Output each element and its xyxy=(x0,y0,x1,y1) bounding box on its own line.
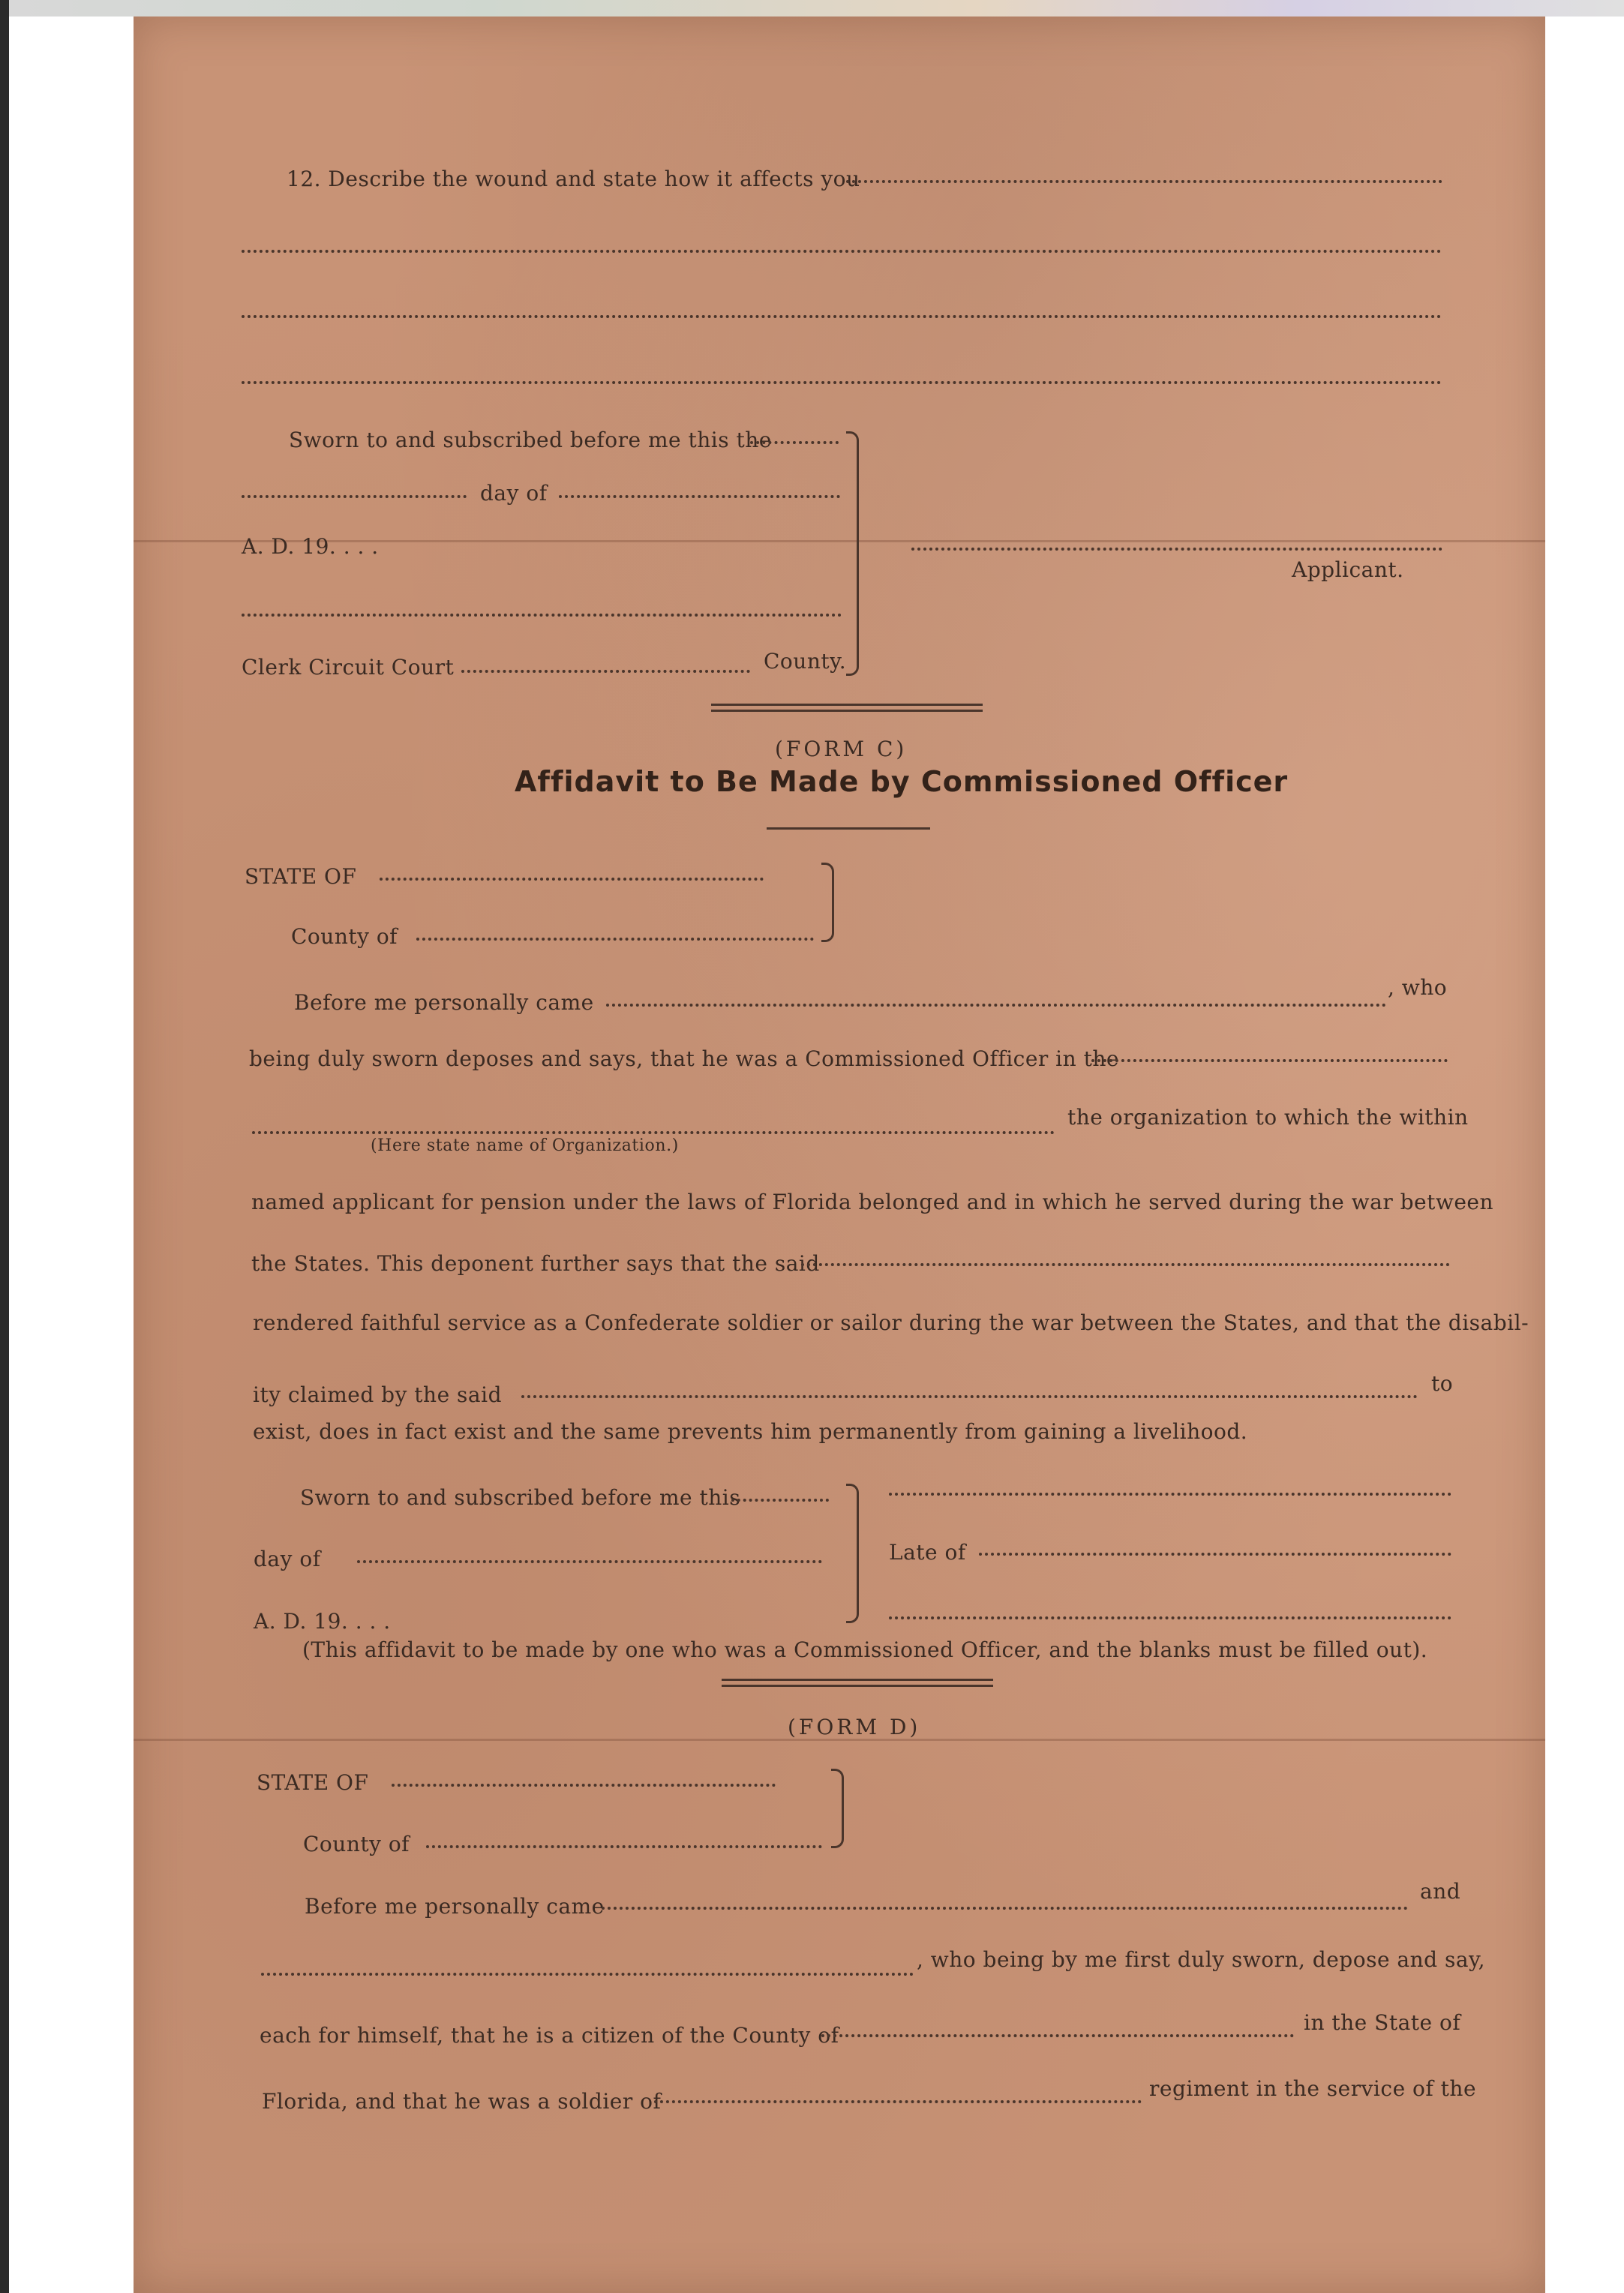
form-d-line-1-end: and xyxy=(1420,1879,1461,1904)
form-c-line-1-end: , who xyxy=(1388,975,1448,1000)
clerk-county-blank[interactable] xyxy=(461,670,750,673)
form-c-late-of-blank[interactable] xyxy=(979,1553,1451,1556)
applicant-label: Applicant. xyxy=(1292,557,1404,582)
form-c-line-4: named applicant for pension under the laws of Florida belonged and in which he served during the war between xyxy=(251,1190,1493,1214)
section-divider xyxy=(711,704,983,706)
form-d-line-4: Florida, and that he was a soldier of xyxy=(262,2089,662,2114)
form-d-name-blank[interactable] xyxy=(602,1907,1408,1910)
form-c-state-label: STATE OF xyxy=(245,864,357,889)
form-c-state-blank[interactable] xyxy=(380,878,764,881)
form-c-regiment-blank[interactable] xyxy=(889,1616,1451,1619)
form-c-organization-note: (Here state name of Organization.) xyxy=(371,1136,679,1155)
jurat-day-of: day of xyxy=(480,481,548,506)
form-c-county-blank[interactable] xyxy=(416,938,814,941)
form-d-line-2-end: , who being by me first duly sworn, depose and say, xyxy=(917,1947,1486,1972)
form-c-jurat-brace xyxy=(846,1484,859,1623)
question-12-label: 12. Describe the wound and state how it affects you xyxy=(287,167,860,191)
form-c-line-8: exist, does in fact exist and the same prevents him permanently from gaining a livelihood. xyxy=(253,1419,1248,1444)
form-c-day-blank[interactable] xyxy=(357,1560,822,1563)
form-c-line-7-end: to xyxy=(1431,1371,1454,1396)
form-d-state-blank[interactable] xyxy=(392,1784,776,1787)
title-underline xyxy=(767,827,930,830)
form-c-line-1: Before me personally came xyxy=(294,990,594,1015)
form-c-line-6: rendered faithful service as a Confederate soldier or sailor during the war between the States, and that the disabil- xyxy=(253,1310,1529,1335)
jurat-ad-year: A. D. 19. . . . xyxy=(242,534,379,559)
form-d-regiment-blank[interactable] xyxy=(654,2100,1142,2103)
form-c-line-5: the States. This deponent further says that the said xyxy=(251,1251,820,1276)
form-c-ad-year: A. D. 19. . . . xyxy=(254,1609,391,1634)
form-d-state-label: STATE OF xyxy=(257,1770,369,1795)
form-c-late-of-label: Late of xyxy=(889,1540,966,1565)
clerk-signature-blank[interactable] xyxy=(242,614,842,617)
form-d-line-3: each for himself, that he is a citizen of the County of xyxy=(260,2023,839,2048)
applicant-signature-blank[interactable] xyxy=(911,548,1442,551)
form-d-county-blank[interactable] xyxy=(426,1845,822,1848)
clerk-label: Clerk Circuit Court xyxy=(242,655,455,680)
form-c-disability-blank[interactable] xyxy=(521,1395,1418,1398)
form-c-day-of: day of xyxy=(254,1547,321,1571)
jurat-month-blank[interactable] xyxy=(559,495,840,498)
form-c-heading: (FORM C) xyxy=(775,737,908,761)
form-d-line-3-end: in the State of xyxy=(1304,2010,1461,2035)
form-c-soldier-blank[interactable] xyxy=(801,1263,1450,1266)
question-12-blank-line[interactable] xyxy=(242,381,1442,384)
form-d-second-name-blank[interactable] xyxy=(261,1973,914,1976)
form-d-line-4-end: regiment in the service of the xyxy=(1149,2076,1477,2101)
jurat-day-blank[interactable] xyxy=(242,495,467,498)
form-c-commission-blank[interactable] xyxy=(1091,1059,1448,1062)
form-d-county-citizen-blank[interactable] xyxy=(821,2034,1294,2037)
question-12-blank[interactable] xyxy=(846,180,1442,183)
form-c-officer-signature-blank[interactable] xyxy=(889,1493,1451,1496)
section-divider xyxy=(722,1685,993,1687)
clerk-county-label: County. xyxy=(764,649,847,674)
section-divider xyxy=(722,1679,993,1681)
form-d-heading: (FORM D) xyxy=(788,1715,921,1739)
form-c-line-7: ity claimed by the said xyxy=(253,1382,502,1407)
question-12-blank-line[interactable] xyxy=(242,250,1442,253)
form-c-sworn-blank[interactable] xyxy=(731,1499,829,1502)
form-c-line-2: being duly sworn deposes and says, that he was a Commissioned Officer in the xyxy=(249,1046,1119,1071)
form-c-title: Affidavit to Be Made by Commissioned Officer xyxy=(515,765,1289,798)
form-d-venue-brace xyxy=(831,1769,844,1848)
venue-brace xyxy=(821,863,834,942)
form-c-instruction-note: (This affidavit to be made by one who was a Commissioned Officer, and the blanks must be filled out). xyxy=(302,1637,1428,1662)
form-c-sworn-text: Sworn to and subscribed before me this xyxy=(300,1485,741,1510)
form-c-name-blank[interactable] xyxy=(606,1004,1386,1007)
form-c-line-3-end: the organization to which the within xyxy=(1067,1105,1469,1130)
jurat-date-blank[interactable] xyxy=(750,441,839,444)
form-c-organization-blank[interactable] xyxy=(252,1131,1055,1134)
form-d-county-label: County of xyxy=(303,1832,410,1856)
jurat-brace xyxy=(846,431,859,676)
form-d-line-1: Before me personally came xyxy=(305,1894,605,1919)
section-divider xyxy=(711,710,983,712)
form-c-county-label: County of xyxy=(291,924,398,949)
jurat-sworn-text: Sworn to and subscribed before me this the xyxy=(289,428,772,452)
scan-border xyxy=(0,0,9,2293)
question-12-blank-line[interactable] xyxy=(242,315,1442,318)
scan-edge xyxy=(0,0,1624,17)
